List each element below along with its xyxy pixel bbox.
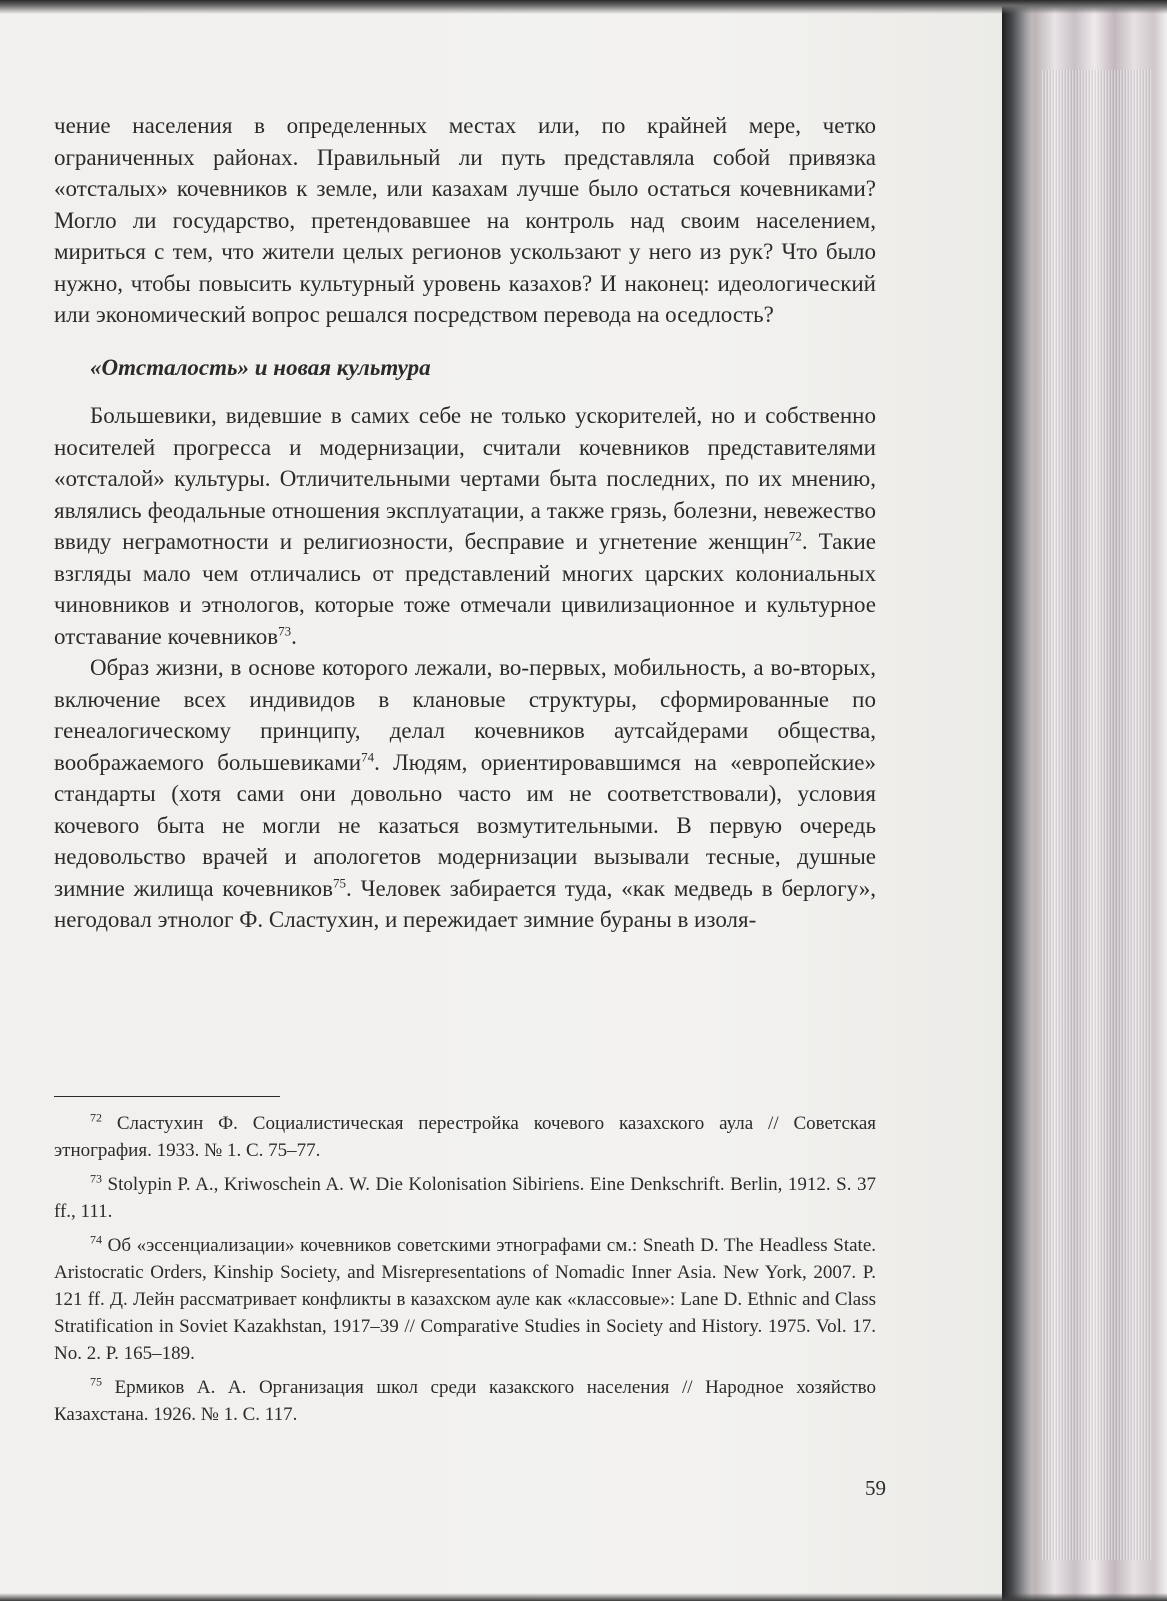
bottom-shadow: [0, 1593, 1167, 1601]
footnote-75: [54, 1374, 876, 1428]
paragraph-text: Образ жизни, в основе которого лежали, во-первых, мобильность, а во-вторых, включение всех индивидов в клановые структуры, сформированные по генеалогическому принципу, делал кочевников аутсайдерами общества, воображаемого большевиками: [54, 655, 876, 775]
paragraph-lifestyle: [54, 652, 876, 936]
footnote-73: [54, 1171, 876, 1225]
main-text: [54, 110, 876, 936]
footnote-text: Сластухин Ф. Социалистическая перестройка кочевого казахского аула // Советская этнография. 1933. № 1. С. 75–77.: [54, 1113, 877, 1161]
footnote-number: 72: [90, 1110, 102, 1125]
paragraph-bolsheviks: [54, 400, 876, 652]
footnote-number: 74: [90, 1232, 102, 1247]
footnote-ref-73: 73: [278, 622, 292, 638]
footnote-72: [54, 1110, 876, 1164]
paragraph-text: . Людям, ориентировавшимся на «европейские» стандарты (хотя сами они довольно часто им не соответствовали), условия кочевого быта не могли не казаться возмутительными. В первую очередь недовольство врачей и апологетов модернизации вызывали тесные, душные зимние жилища кочевников: [54, 749, 876, 901]
top-shadow: [0, 0, 1167, 14]
paragraph-continuation: чение населения в определенных местах или, по крайней мере, четко ограниченных районах. Правильный ли путь представляла собой привязка «отсталых» кочевников к земле, или казахам лучше было остаться кочевниками? Могло ли государство, претендовавшее на контроль над своим населением, мириться с тем, что жители целых регионов ускользают у него из рук? Что было нужно, чтобы повысить культурный уровень казахов? И наконец: идеологический или экономический вопрос решался посредством перевода на оседлость?: [54, 113, 876, 327]
footnote-ref-75: 75: [332, 874, 346, 890]
paragraph-text: . Человек забирается туда, «как медведь в берлогу», негодовал этнолог Ф. Сластухин, и пережидает зимние бураны в изоля-: [54, 875, 876, 932]
footnote-text: Ермиков А. А. Организация школ среди казакского населения // Народное хозяйство Казахстана. 1926. № 1. С. 117.: [54, 1377, 877, 1425]
footnote-text: Об «эссенциализации» кочевников советскими этнографами см.: Sneath D. The Headless State. Aristocratic Orders, Kinship Society, and Misrepresentations of Nomadic Inner Asia. New York, 2007. P. 121 ff. Д. Лейн рассматривает конфликты в казахском ауле как «классовые»: Lane D. Ethnic and Class Stratification in Soviet Kazakhstan, 1917–39 // Comparative Studies in Society and History. 1975. Vol. 17. No. 2. P. 165–189.: [54, 1235, 877, 1364]
footnote-ref-72: 72: [788, 528, 802, 544]
footnote-text: Stolypin P. A., Kriwoschein A. W. Die Kolonisation Sibiriens. Eine Denkschrift. Berlin, 1912. S. 37 ff., 111.: [54, 1174, 876, 1222]
page-number: 59: [865, 1476, 886, 1500]
paragraph-text: Большевики, видевшие в самих себе не только ускорителей, но и собственно носителей прогресса и модернизации, считали кочевников представителями «отсталой» культуры. Отличительными чертами быта последних, по их мнению, являлись феодальные отношения эксплуатации, а также грязь, болезни, невежество ввиду неграмотности и религиозности, бесправие и угнетение женщин: [54, 403, 876, 554]
section-heading: «Отсталость» и новая культура: [90, 354, 431, 380]
footnote-number: 75: [90, 1374, 102, 1389]
footnotes: [54, 1110, 876, 1435]
paragraph-text: . Такие взгляды мало чем отличались от представлений многих царских колониальных чиновников и этнологов, которые тоже отмечали цивилизационное и культурное отставание кочевников: [54, 529, 876, 649]
footnote-number: 73: [90, 1171, 102, 1186]
footnote-74: [54, 1232, 876, 1367]
page-edge-texture: [1042, 70, 1152, 1560]
footnote-separator: [54, 1096, 280, 1097]
paragraph-text: .: [291, 623, 297, 649]
book-page-edges: [1002, 0, 1167, 1601]
footnote-ref-74: 74: [361, 748, 375, 764]
